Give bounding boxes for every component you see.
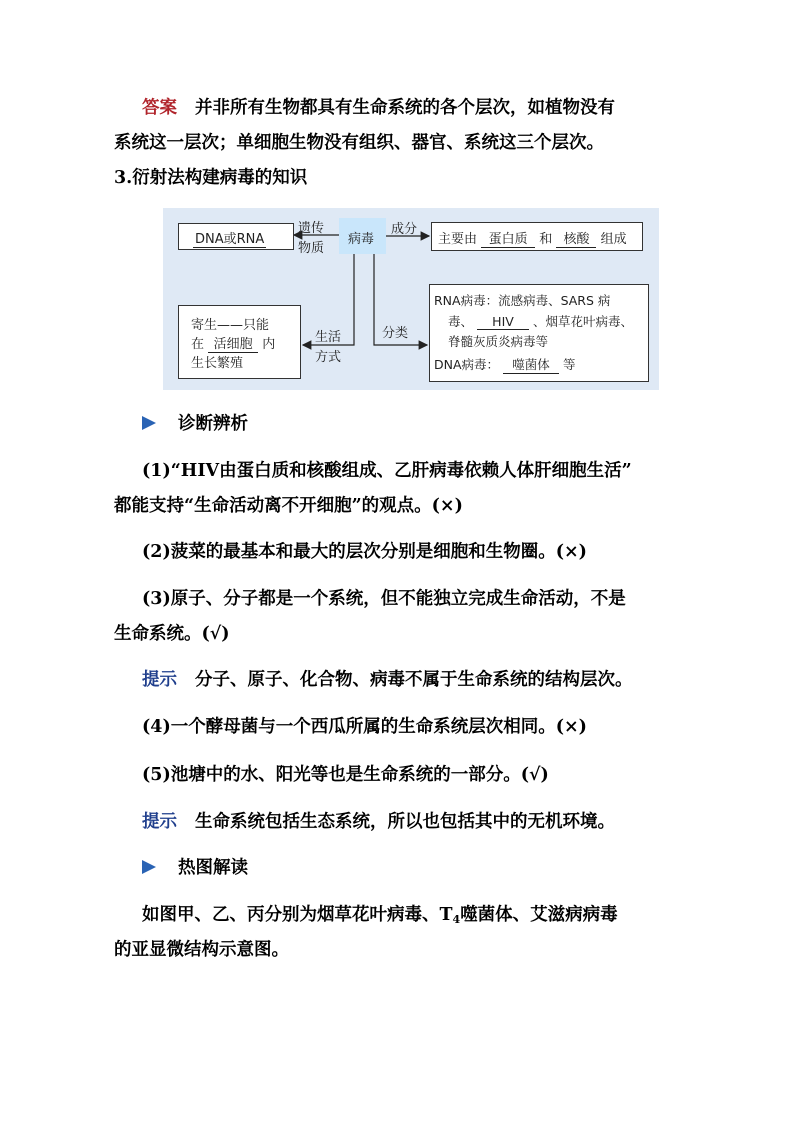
tip-2-label: 提示 [142,812,177,832]
genetic-material-text: DNA或RNA [193,228,266,248]
diagnosis-heading [142,412,248,436]
parasite-in: 在 [191,337,205,352]
answer-text-1: 并非所有生物都具有生命系统的各个层次，如植物没有 [195,98,615,118]
composition-prefix: 主要由 [438,232,478,247]
triangle-bullet-icon [142,416,156,430]
heredity-label-2: 物质 [298,241,325,256]
parasite-inner: 内 [262,337,276,352]
tip-2-text: 生命系统包括生态系统，所以也包括其中的无机环境。 [195,812,615,832]
component-label: 成分 [391,222,418,237]
hot-figure-line-1a: 如图甲、乙、丙分别为烟草花叶病毒、T [142,905,453,925]
item-2: (2)菠菜的最基本和最大的层次分别是细胞和生物圈。(×) [142,542,587,562]
item-1-line-1: (1)“HIV由蛋白质和核酸组成、乙肝病毒依赖人体肝细胞生活” [142,461,632,481]
diagnosis-heading-text: 诊断辨析 [178,414,248,434]
item-4: (4)一个酵母菌与一个西瓜所属的生命系统层次相同。(×) [142,717,587,737]
hiv-answer: HIV [477,314,529,330]
item-3-line-2: 生命系统。(√) [114,624,230,644]
hot-figure-heading [142,856,248,880]
answer-line-2: 系统这一层次；单细胞生物没有组织、器官、系统这三个层次。 [114,133,604,153]
item-5: (5)池塘中的水、阳光等也是生命系统的一部分。(√) [142,765,549,785]
tip-1-text: 分子、原子、化合物、病毒不属于生命系统的结构层次。 [195,670,633,690]
composition-box [431,222,643,251]
heredity-label-1: 遗传 [298,221,325,236]
dna-suffix: 等 [563,357,576,372]
virus-center-box [339,218,386,254]
rna-line-2b: 、烟草花叶病毒、 [532,314,633,329]
hot-figure-line-1 [142,903,618,932]
rna-line-2a: 毒、 [448,314,474,329]
living-cell-answer: 活细胞 [208,333,258,353]
parasite-box [178,305,301,379]
virus-center-text: 病毒 [348,232,375,247]
t4-subscript: 4 [452,913,461,926]
dna-prefix: DNA病毒： [434,357,500,372]
rna-line-3: 脊髓灰质炎病毒等 [448,334,549,349]
answer-line-1 [142,96,615,120]
answer-label: 答案 [142,98,177,118]
classification-box [429,284,649,382]
hot-figure-heading-text: 热图解读 [178,858,248,878]
tip-1-label: 提示 [142,670,177,690]
item-1-line-2: 都能支持“生命活动离不开细胞”的观点。(×) [114,496,463,516]
composition-and: 和 [539,232,553,247]
phage-answer: 噬菌体 [503,355,559,374]
tip-2 [142,810,615,834]
section-title: 3.衍射法构建病毒的知识 [114,168,308,188]
protein-answer: 蛋白质 [481,228,535,248]
triangle-bullet-icon [142,860,156,874]
genetic-material-box [178,223,294,250]
nucleic-acid-answer: 核酸 [556,228,596,248]
item-3-line-1: (3)原子、分子都是一个系统，但不能独立完成生命活动，不是 [142,589,626,609]
parasite-line-1: 寄生——只能 [191,318,270,333]
hot-figure-line-2: 的亚显微结构示意图。 [114,940,289,960]
composition-suffix: 组成 [600,232,627,247]
classify-label: 分类 [382,326,409,341]
life-label-1: 生活 [315,330,342,345]
rna-line-1: RNA病毒：流感病毒、SARS 病 [434,293,611,308]
parasite-line-3: 生长繁殖 [191,356,244,371]
tip-1 [142,668,633,692]
virus-knowledge-diagram [163,208,659,390]
life-label-2: 方式 [315,350,342,365]
hot-figure-line-1b: 噬菌体、艾滋病病毒 [460,905,618,925]
